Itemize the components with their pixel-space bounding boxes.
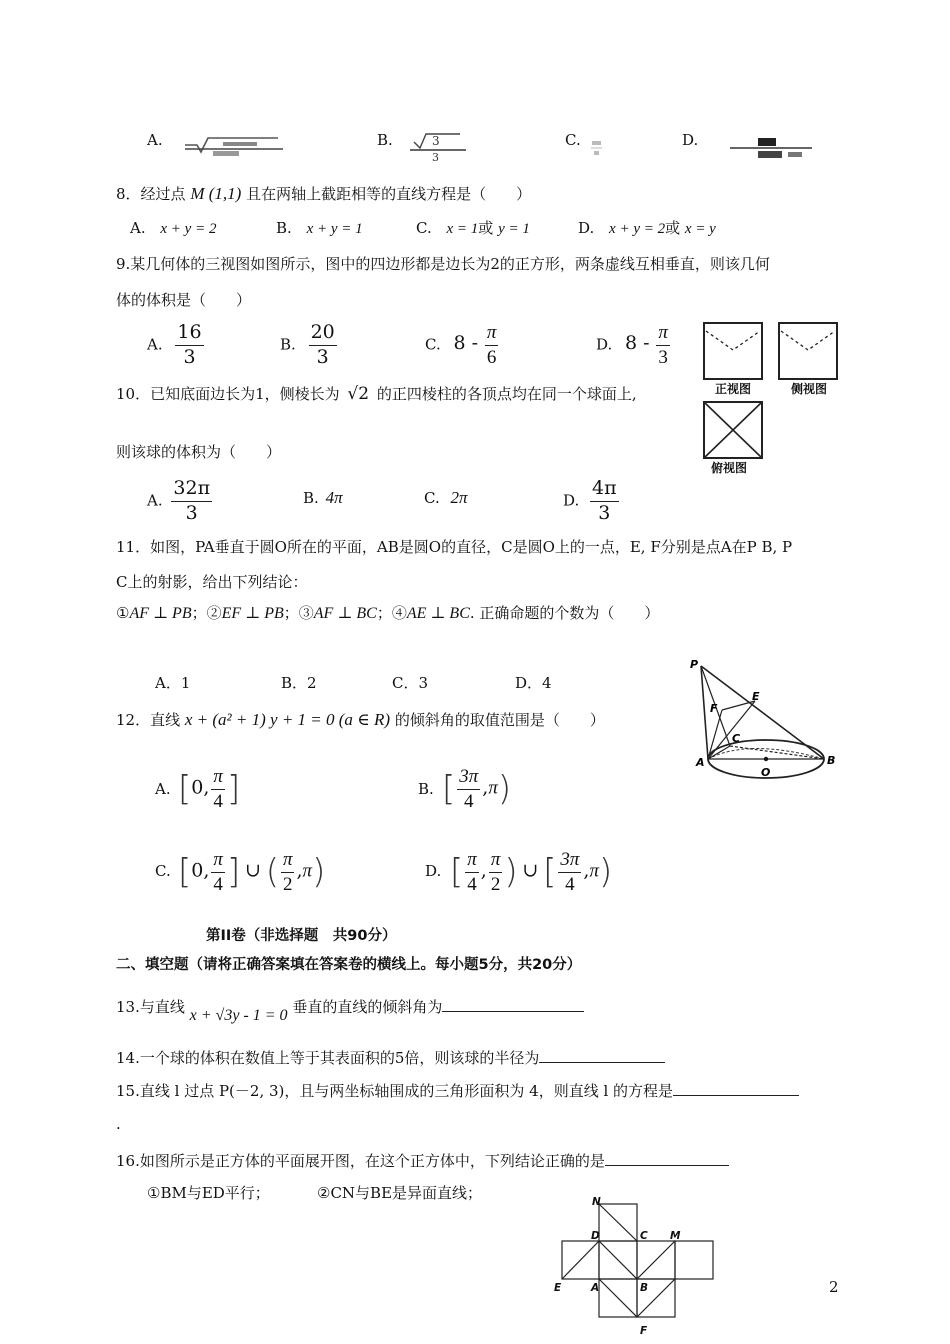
q12-d-fraction-3 xyxy=(558,849,581,896)
page-number: 2 xyxy=(829,1278,839,1296)
q9-option-b-label: B. xyxy=(280,335,296,354)
q12-d-den-2: 2 xyxy=(490,873,501,895)
q11-conclusions xyxy=(116,604,659,623)
q16 xyxy=(116,1151,729,1170)
q10-option-c xyxy=(424,488,468,508)
label-b: B xyxy=(827,754,836,767)
q12-c-den-2: 2 xyxy=(282,873,293,895)
q10-option-b-text: 4π xyxy=(325,488,343,507)
q8-option-c xyxy=(416,219,530,238)
q7-option-b-blurred-formula xyxy=(408,130,470,162)
q13 xyxy=(116,997,584,1024)
q10-stem-a: 10．已知底面边长为1，侧棱长为 xyxy=(116,385,340,403)
q7-option-c xyxy=(565,131,581,149)
q12-option-c-interval: [0, $\frac{\pi}{4}$ ] ∪ ( $\frac{\pi}{2}$ ,π) xyxy=(178,849,326,895)
q10-option-a-fraction xyxy=(171,478,212,525)
q9-option-d xyxy=(596,322,672,369)
q9-option-d-fraction xyxy=(656,322,670,369)
svg-text:3: 3 xyxy=(432,151,439,162)
q12-d-union: ∪ xyxy=(522,859,539,882)
q13-stem-a: 13.与直线 xyxy=(116,998,185,1016)
fill-in-heading: 二、填空题（请将正确答案填在答案卷的横线上。每小题5分，共20分） xyxy=(116,957,582,973)
q10-option-c-label: C. xyxy=(424,489,440,507)
q9-stem-line2: 体的体积是（ ） xyxy=(116,291,252,309)
q15-answer-blank[interactable] xyxy=(673,1081,799,1096)
q11-figure xyxy=(688,656,836,788)
q12-stem xyxy=(116,710,605,730)
q10-root: √2 xyxy=(347,384,370,404)
q9-option-b-num: 20 xyxy=(309,322,337,346)
q12-option-a-label: A. xyxy=(155,780,171,798)
q16-text: 16.如图所示是正方体的平面展开图，在这个正方体中，下列结论正确的是 xyxy=(116,1152,605,1170)
q11-option-c: C．3 xyxy=(392,674,429,692)
cube-net-figure xyxy=(548,1196,720,1344)
q9-option-d-num: π xyxy=(656,322,670,346)
net-label-d: D xyxy=(591,1230,600,1242)
front-view-label: 正视图 xyxy=(715,382,752,396)
q12-equation: x + (a² + 1) y + 1 = 0 (a ∈ R) xyxy=(184,710,391,729)
q15-text: 15.直线 l 过点 P(－2, 3)，且与两坐标轴围成的三角形面积为 4，则直线 l 的方程是 xyxy=(116,1082,674,1100)
q7-option-b xyxy=(377,131,393,149)
q12-option-c-label: C. xyxy=(155,862,171,880)
net-label-n: N xyxy=(592,1196,601,1208)
q10-stem-b: 的正四棱柱的各顶点均在同一个球面上, xyxy=(376,385,637,403)
q7-option-d-label: D. xyxy=(682,131,699,149)
q14 xyxy=(116,1048,665,1067)
side-view-diagram xyxy=(779,323,837,379)
q9-option-c-fraction xyxy=(485,322,499,369)
q8-option-c-text: x = 1 xyxy=(446,221,479,237)
q10-option-b-label: B. xyxy=(303,489,319,507)
q9-option-a-num: 16 xyxy=(175,322,203,346)
q16-conclusion-1: ①BM与ED平行； xyxy=(147,1184,270,1202)
q14-text: 14.一个球的体积在数值上等于其表面积的5倍，则该球的半径为 xyxy=(116,1049,540,1067)
q10-option-d-den: 3 xyxy=(598,501,611,524)
q12-option-b-interval: [ $\frac{3\pi}{4}$ ,π) xyxy=(442,766,512,812)
q16-answer-blank[interactable] xyxy=(605,1151,729,1166)
q12-d-pi: π xyxy=(589,860,599,882)
net-label-f: F xyxy=(640,1325,648,1337)
label-c: C xyxy=(732,732,741,745)
q11-tail: . 正确命题的个数为（ ） xyxy=(469,604,660,622)
q10-option-d-fraction xyxy=(590,478,619,525)
q9-stem-line1: 9.某几何体的三视图如图所示，图中的四边形都是边长为2的正方形，两条虚线互相垂直，则该几何 xyxy=(116,255,770,273)
q9-option-a xyxy=(147,322,206,369)
q14-answer-blank[interactable] xyxy=(539,1048,665,1063)
q7-option-c-label: C. xyxy=(565,131,581,149)
q8-option-b xyxy=(276,219,363,238)
svg-text:3: 3 xyxy=(432,134,440,148)
q11-relation-2: EF ⊥ PB xyxy=(221,605,284,622)
q8-stem-b: 且在两轴上截距相等的直线方程是（ ） xyxy=(246,185,532,203)
q9-option-d-den: 3 xyxy=(658,346,668,368)
top-view-label: 俯视图 xyxy=(711,461,748,475)
q13-equation: x + √3y - 1 = 0 xyxy=(189,1007,288,1024)
q8-option-c-text2: y = 1 xyxy=(498,221,530,237)
q10-stem-line2: 则该球的体积为（ ） xyxy=(116,443,282,461)
q12-b-fraction xyxy=(457,766,480,813)
front-view-diagram xyxy=(704,323,762,379)
q8-option-b-text: x + y = 1 xyxy=(306,221,363,237)
q9-option-a-den: 3 xyxy=(183,345,196,368)
q9-option-b-den: 3 xyxy=(316,345,329,368)
q12-c-pi: π xyxy=(302,860,313,882)
q11-c2: ；② xyxy=(191,604,222,622)
q12-c-union: ∪ xyxy=(244,859,261,882)
q9-option-d-label: D. xyxy=(596,335,613,354)
q7-option-c-blurred-formula xyxy=(590,138,604,160)
q12-c-num-2: π xyxy=(281,849,295,873)
q12-option-b-label: B. xyxy=(418,780,434,798)
label-o: O xyxy=(761,766,771,779)
q8-option-c-label: C. xyxy=(416,219,432,237)
q7-option-b-label: B. xyxy=(377,131,393,149)
q12-option-d-interval: [ $\frac{\pi}{4}$ , $\frac{\pi}{2}$ ) ∪ [ $\frac{3\pi}{4}$ ,π) xyxy=(450,849,613,895)
q10-option-a-den: 3 xyxy=(185,501,198,524)
q12-a-num: π xyxy=(211,766,225,790)
q7-option-a-blurred-formula xyxy=(183,132,288,158)
q15 xyxy=(116,1081,799,1100)
q11-relation-3: AF ⊥ BC xyxy=(313,605,377,622)
q12-b-num: 3π xyxy=(457,766,480,790)
label-p: P xyxy=(690,658,699,671)
q12-stem-a: 12．直线 xyxy=(116,711,181,729)
q9-option-c-den: 6 xyxy=(486,346,497,368)
q8-option-d xyxy=(578,219,716,238)
top-view-diagram xyxy=(704,402,762,458)
q9-option-c xyxy=(425,322,500,369)
label-f: F xyxy=(710,702,718,715)
q8-stem xyxy=(116,184,531,204)
q8-option-d-or: 或 xyxy=(665,219,681,237)
section-ii-title: 第II卷（非选择题 共90分） xyxy=(206,928,397,944)
q7-option-d-blurred-formula xyxy=(728,136,814,162)
q9-option-c-num: π xyxy=(485,322,499,346)
q12-c-num-1: π xyxy=(211,849,225,873)
q12-option-a-interval: [0, $\frac{\pi}{4}$ ] xyxy=(178,766,241,812)
q12-d-den-1: 4 xyxy=(467,873,477,895)
q11-option-b: B．2 xyxy=(281,674,317,692)
q11-relation-1: AF ⊥ PB xyxy=(129,605,192,622)
q13-answer-blank[interactable] xyxy=(442,997,584,1012)
label-e: E xyxy=(752,690,760,703)
q8-stem-a: 8．经过点 xyxy=(116,185,186,203)
q12-a-den: 4 xyxy=(213,790,223,812)
q7-option-a-label: A. xyxy=(147,131,163,149)
q11-stem-line2: C上的射影，给出下列结论： xyxy=(116,573,308,591)
three-view-figure xyxy=(700,320,842,478)
q12-a-fraction xyxy=(211,766,225,813)
q7-option-d xyxy=(682,131,698,149)
q12-stem-b: 的倾斜角的取值范围是（ ） xyxy=(394,711,605,729)
q8-option-c-or: 或 xyxy=(478,219,494,237)
q9-option-a-fraction xyxy=(175,322,203,369)
q12-c-zero: 0 xyxy=(191,859,204,882)
q9-option-d-prefix: 8 - xyxy=(625,332,650,355)
q10-option-b xyxy=(303,488,343,508)
q12-a-zero: 0 xyxy=(191,776,204,799)
q8-option-a-text: x + y = 2 xyxy=(160,221,217,237)
q13-stem-b: 垂直的直线的倾斜角为 xyxy=(292,998,443,1016)
q12-d-fraction-2 xyxy=(489,849,503,896)
net-label-b: B xyxy=(640,1282,649,1294)
label-a: A xyxy=(696,756,705,769)
q12-c-fraction-1 xyxy=(211,849,225,896)
net-label-e: E xyxy=(554,1282,562,1294)
q9-option-c-prefix: 8 - xyxy=(453,332,479,355)
net-label-a: A xyxy=(591,1282,600,1294)
q12-b-pi: π xyxy=(488,777,498,799)
q8-point: M (1,1) xyxy=(190,184,242,203)
q12-d-num-1: π xyxy=(465,849,479,873)
q12-d-num-2: π xyxy=(489,849,503,873)
q8-option-a-label: A. xyxy=(130,219,146,237)
q12-c-fraction-2 xyxy=(281,849,295,896)
q11-stem-line1: 11．如图，PA垂直于圆O所在的平面，AB是圆O的直径，C是圆O上的一点，E, F分别是点A在P B, P xyxy=(116,538,793,556)
q12-b-den: 4 xyxy=(464,790,474,812)
q10-option-d-num: 4π xyxy=(590,478,619,502)
q12-option-d-label: D. xyxy=(425,862,442,880)
q11-c4: ；④ xyxy=(376,604,407,622)
q11-c1: ① xyxy=(116,604,130,622)
q16-conclusion-2: ②CN与BE是异面直线； xyxy=(317,1184,483,1202)
q12-d-den-3: 4 xyxy=(565,873,575,895)
q8-option-b-label: B. xyxy=(276,219,292,237)
q11-c3: ；③ xyxy=(283,604,314,622)
q11-option-d: D．4 xyxy=(515,674,552,692)
q11-option-a: A．1 xyxy=(155,674,191,692)
q12-c-den-1: 4 xyxy=(213,873,223,895)
q10-option-a xyxy=(147,478,214,525)
net-label-m: M xyxy=(670,1230,681,1242)
q10-option-d xyxy=(563,478,621,525)
side-view-label: 侧视图 xyxy=(791,382,828,396)
q9-option-a-label: A. xyxy=(147,335,163,354)
q10-option-a-num: 32π xyxy=(171,478,212,502)
q12-d-num-3: 3π xyxy=(558,849,581,873)
q8-option-d-label: D. xyxy=(578,219,595,237)
q7-option-a xyxy=(147,131,163,149)
q8-option-d-text: x + y = 2 xyxy=(609,221,666,237)
net-label-c: C xyxy=(640,1230,648,1242)
q15-period: . xyxy=(116,1115,121,1133)
q9-option-c-label: C. xyxy=(425,335,441,354)
q8-option-d-text2: x = y xyxy=(684,221,716,237)
q9-option-b xyxy=(280,322,339,369)
q12-d-fraction-1 xyxy=(465,849,479,896)
q11-relation-4: AE ⊥ BC xyxy=(406,605,470,622)
q10-stem xyxy=(116,384,637,404)
q10-option-a-label: A. xyxy=(147,491,163,510)
q10-option-c-text: 2π xyxy=(450,488,468,507)
q8-option-a xyxy=(130,219,216,238)
q9-option-b-fraction xyxy=(309,322,337,369)
q10-option-d-label: D. xyxy=(563,491,580,510)
